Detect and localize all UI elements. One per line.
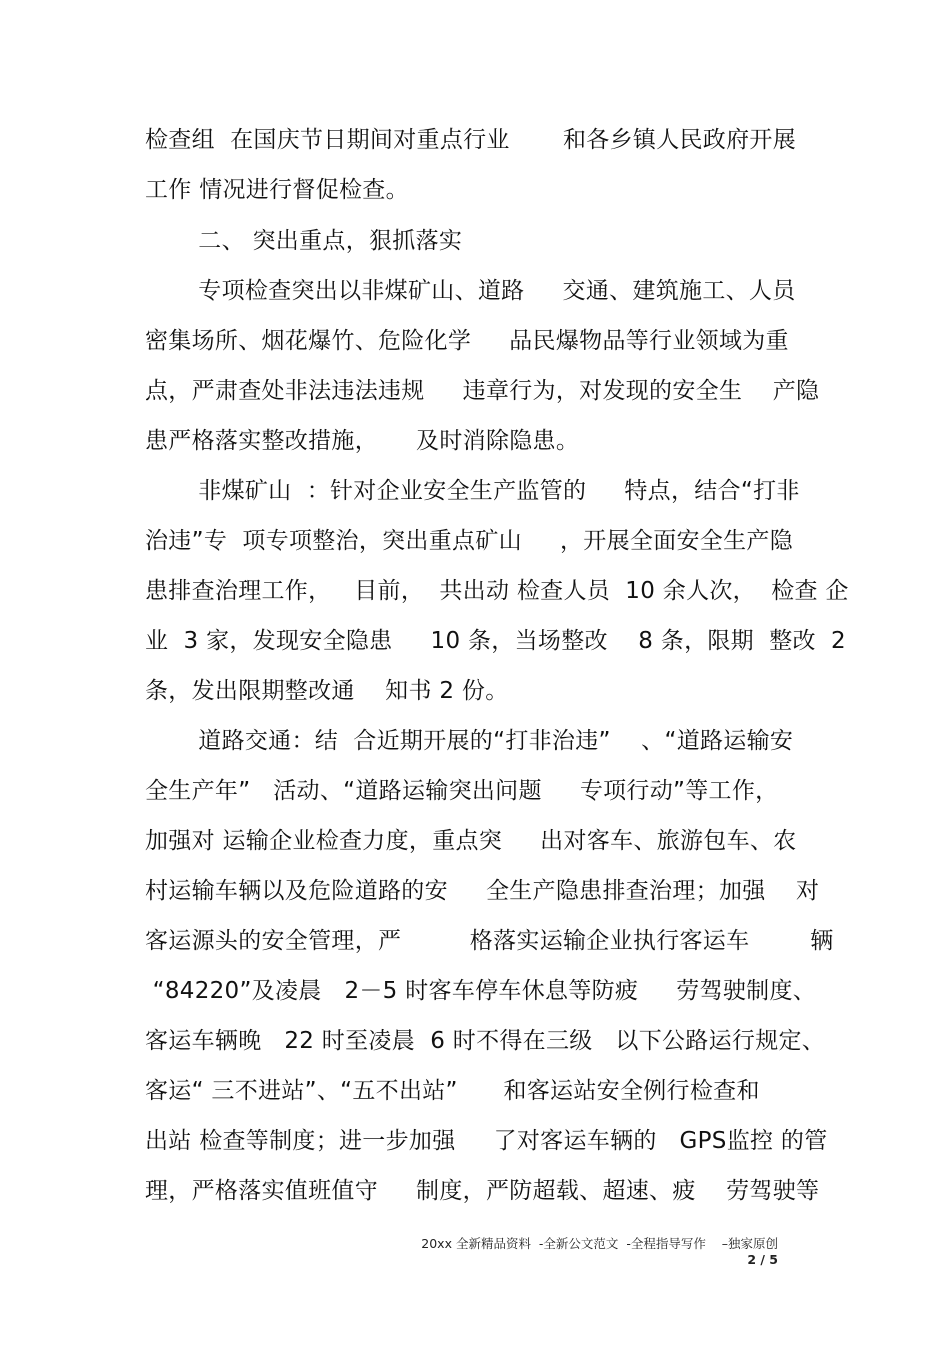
- text-line: “84220”及凌晨 2－5 时客车停车休息等防疲 劳驾驶制度、: [145, 978, 817, 1004]
- text-line: 业 3 家，发现安全隐患 10 条，当场整改 8 条，限期 整改 2: [145, 628, 846, 654]
- section-heading: 二、 突出重点，狠抓落实: [145, 228, 463, 254]
- text-line: 专项检查突出以非煤矿山、道路 交通、建筑施工、人员: [145, 278, 796, 304]
- text-line: 全生产年” 活动、“道路运输突出问题 专项行动”等工作，: [145, 778, 779, 804]
- text-line: 工作 情况进行督促检查。: [145, 177, 409, 203]
- text-line: 患排查治理工作， 目前， 共出动 检查人员 10 余人次， 检查 企: [145, 578, 849, 604]
- text-line: 条，发出限期整改通 知书 2 份。: [145, 678, 509, 704]
- text-line: 道路交通：结 合近期开展的“打非治违” 、“道路运输安: [145, 728, 794, 754]
- page-number: 2 / 5: [747, 1252, 778, 1267]
- text-line: 出站 检查等制度；进一步加强 了对客运车辆的 GPS监控 的管: [145, 1128, 828, 1154]
- text-line: 村运输车辆以及危险道路的安 全生产隐患排查治理；加强 对: [145, 878, 820, 904]
- text-line: 患严格落实整改措施， 及时消除隐患。: [145, 428, 580, 454]
- text-line: 客运“ 三不进站”、“五不出站” 和客运站安全例行检查和: [145, 1078, 760, 1104]
- text-line: 治违”专 项专项整治，突出重点矿山 ，开展全面安全生产隐: [145, 528, 793, 554]
- text-line: 客运源头的安全管理，严 格落实运输企业执行客运车 辆: [145, 928, 834, 954]
- text-line: 点，严肃查处非法违法违规 违章行为，对发现的安全生 产隐: [145, 378, 820, 404]
- text-line: 理，严格落实值班值守 制度，严防超载、超速、疲 劳驾驶等: [145, 1178, 820, 1204]
- text-line: 非煤矿山 ：针对企业安全生产监管的 特点，结合“打非: [145, 478, 800, 504]
- footer-text: 20xx 全新精品资料 -全新公文范文 -全程指导写作 –独家原创: [421, 1236, 778, 1251]
- text-line: 检查组 在国庆节日期间对重点行业 和各乡镇人民政府开展: [145, 127, 796, 153]
- text-line: 客运车辆晚 22 时至凌晨 6 时不得在三级 以下公路运行规定、: [145, 1028, 826, 1054]
- text-line: 密集场所、烟花爆竹、危险化学 品民爆物品等行业领域为重: [145, 328, 789, 354]
- text-line: 加强对 运输企业检查力度，重点突 出对客车、旅游包车、农: [145, 828, 797, 854]
